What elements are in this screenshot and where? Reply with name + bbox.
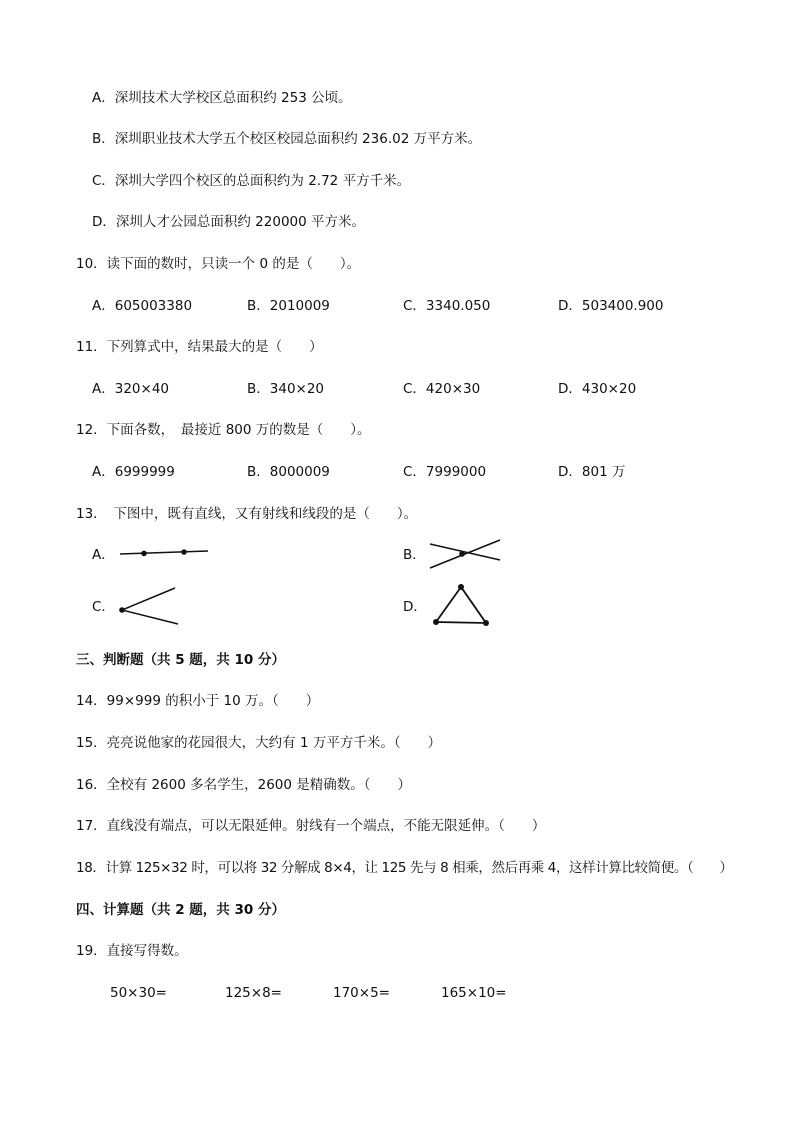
q12-stem: 12．下面各数， 最接近 800 万的数是（ ）。: [76, 422, 371, 438]
q14: 14．99×999 的积小于 10 万。（ ）: [76, 693, 320, 709]
q10-option-b: B．2010009: [247, 298, 330, 314]
q9-option-c: C．深圳大学四个校区的总面积约为 2.72 平方千米。: [92, 173, 411, 189]
q12-option-a: A．6999999: [92, 464, 175, 480]
q19-stem: 19．直接写得数。: [76, 943, 188, 959]
q10-option-c: C．3340.050: [403, 298, 491, 314]
q11-option-c: C．420×30: [403, 381, 481, 397]
q11-option-d: D．430×20: [558, 381, 637, 397]
q12-option-b: B．8000009: [247, 464, 330, 480]
q13-stem: 13． 下图中，既有直线，又有射线和线段的是（ ）。: [76, 506, 418, 522]
q11-option-a: A．320×40: [92, 381, 169, 397]
q11-stem: 11．下列算式中，结果最大的是（ ）: [76, 339, 323, 355]
q15: 15．亮亮说他家的花园很大，大约有 1 万平方千米。（ ）: [76, 735, 442, 751]
q12-option-c: C．7999000: [403, 464, 487, 480]
q11-option-b: B．340×20: [247, 381, 325, 397]
q19-item-4: 165×10=: [441, 985, 507, 1001]
q13-label-d: D．: [403, 599, 427, 615]
q13-figure-a: [118, 546, 210, 560]
q9-option-a: A．深圳技术大学校区总面积约 253 公顷。: [92, 90, 352, 106]
q16: 16．全校有 2600 多名学生，2600 是精确数。（ ）: [76, 777, 412, 793]
q13-label-c: C．: [92, 599, 115, 615]
q13-label-a: A．: [92, 547, 115, 563]
q9-option-d: D．深圳人才公园总面积约 220000 平方米。: [92, 214, 366, 230]
q19-item-1: 50×30=: [110, 985, 167, 1001]
q10-stem: 10．读下面的数时，只读一个 0 的是（ ）。: [76, 256, 361, 272]
q10-option-a: A．605003380: [92, 298, 193, 314]
section-4-title: 四、计算题（共 2 题，共 30 分）: [76, 902, 285, 918]
q13-label-b: B．: [403, 547, 426, 563]
q19-item-2: 125×8=: [225, 985, 282, 1001]
q18: 18．计算 125×32 时，可以将 32 分解成 8×4，让 125 先与 8 相乘，然后再乘 4，这样计算比较简便。（ ）: [76, 860, 733, 876]
q19-item-3: 170×5=: [333, 985, 390, 1001]
q13-figure-c: [118, 586, 180, 626]
q13-figure-b: [428, 536, 502, 570]
section-3-title: 三、判断题（共 5 题，共 10 分）: [76, 652, 285, 668]
q12-option-d: D．801 万: [558, 464, 626, 480]
q17: 17．直线没有端点，可以无限延伸。射线有一个端点，不能无限延伸。（ ）: [76, 818, 546, 834]
q10-option-d: D．503400.900: [558, 298, 664, 314]
q13-figure-d: [428, 582, 494, 626]
q9-option-b: B．深圳职业技术大学五个校区校园总面积约 236.02 万平方米。: [92, 131, 482, 147]
